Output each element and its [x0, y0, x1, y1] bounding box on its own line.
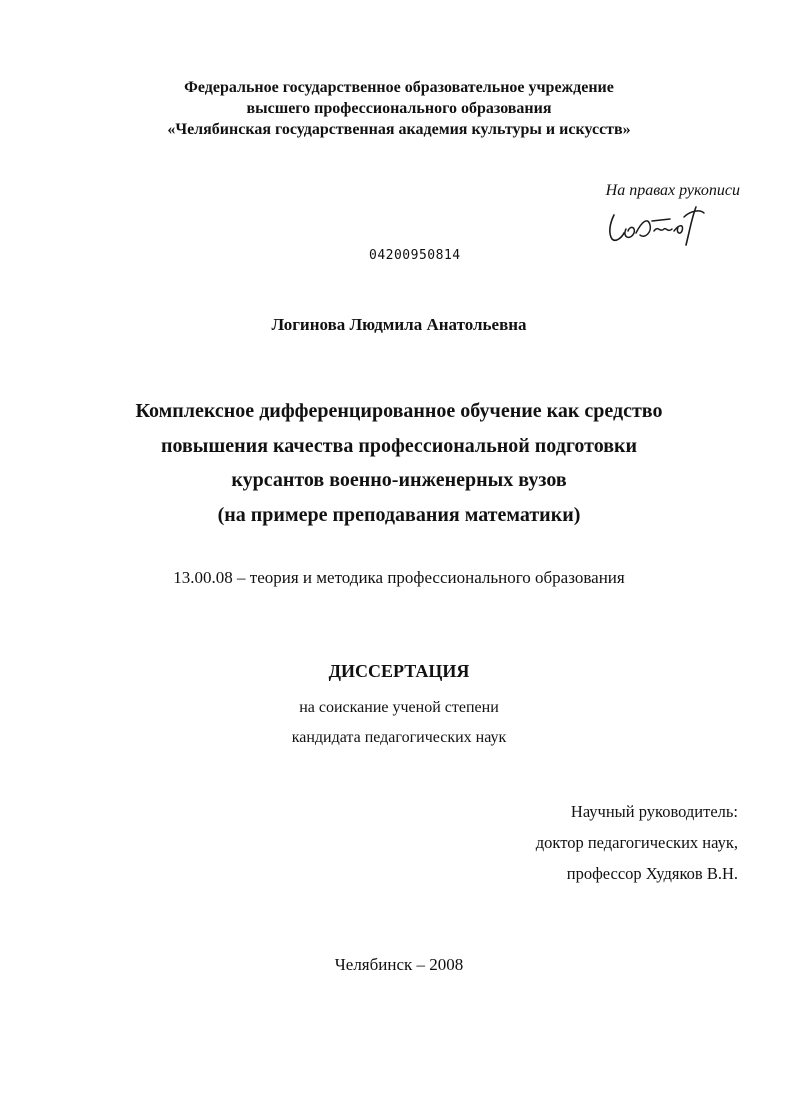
degree-line-2: кандидата педагогических наук — [291, 729, 507, 746]
registration-number: 04200950814 — [369, 248, 461, 263]
supervisor-block — [536, 796, 738, 889]
title-line-3: курсантов военно-инженерных вузов — [231, 469, 567, 491]
work-type-heading: ДИССЕРТАЦИЯ — [328, 661, 470, 681]
handwritten-signature — [600, 203, 710, 248]
manuscript-note: На правах рукописи — [605, 182, 740, 199]
degree-statement — [0, 693, 798, 753]
supervisor-name: профессор Худяков В.Н. — [566, 864, 738, 883]
author-name: Логинова Людмила Анатольевна — [271, 315, 527, 334]
dissertation-title — [0, 394, 798, 532]
institution-line-1: Федеральное государственное образовательное учреждение — [184, 79, 614, 96]
supervisor-degree: доктор педагогических наук, — [535, 833, 738, 852]
title-line-4: (на примере преподавания математики) — [217, 503, 581, 526]
degree-line-1: на соискание ученой степени — [299, 699, 499, 716]
institution-header — [0, 77, 798, 140]
specialty-code: 13.00.08 – теория и методика профессионального образования — [173, 568, 625, 587]
title-line-2: повышения качества профессиональной подготовки — [160, 434, 638, 457]
title-line-1: Комплексное дифференцированное обучение как средство — [135, 400, 663, 422]
institution-line-3: «Челябинская государственная академия культуры и искусств» — [167, 121, 631, 138]
city-year: Челябинск – 2008 — [334, 955, 464, 974]
institution-line-2: высшего профессионального образования — [246, 100, 552, 117]
supervisor-label: Научный руководитель: — [570, 802, 738, 821]
